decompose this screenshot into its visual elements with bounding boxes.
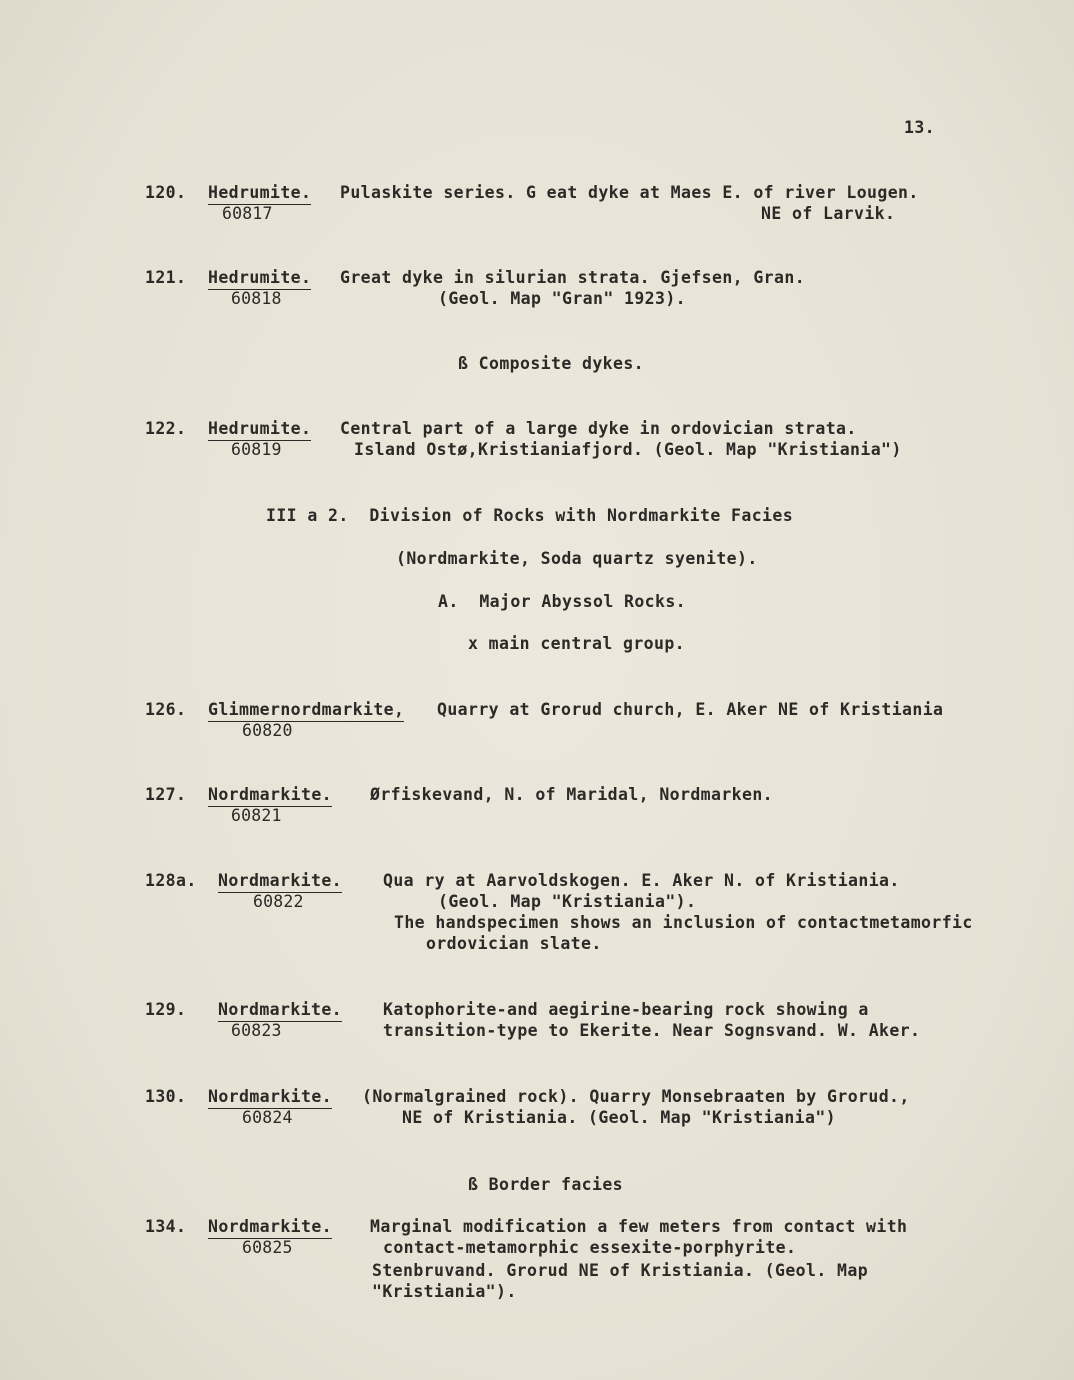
rock-name: Glimmernordmarkite,	[208, 700, 404, 722]
entry-number: 121.	[145, 268, 187, 287]
rock-name: Nordmarkite.	[208, 1217, 332, 1239]
entry-number: 134.	[145, 1217, 187, 1236]
sample-number: 60825	[242, 1238, 293, 1257]
division-heading: III a 2. Division of Rocks with Nordmarkite Facies	[266, 506, 794, 525]
major-rocks-heading: A. Major Abyssol Rocks.	[438, 592, 687, 611]
entry-description-line: transition-type to Ekerite. Near Sognsvand. W. Aker.	[383, 1021, 921, 1040]
entry-description-line: Island Ostø,Kristianiafjord. (Geol. Map "Kristiania")	[354, 440, 902, 459]
sample-number: 60820	[242, 721, 293, 740]
sample-number: 60821	[231, 806, 282, 825]
entry-description-line: Great dyke in silurian strata. Gjefsen, Gran.	[340, 268, 806, 287]
entry-description-line: (Normalgrained rock). Quarry Monsebraaten by Grorud.,	[362, 1087, 910, 1106]
division-subheading: (Nordmarkite, Soda quartz syenite).	[396, 549, 758, 568]
entry-description-line: Pulaskite series. G eat dyke at Maes E. of river Lougen.	[340, 183, 919, 202]
sample-number: 60819	[231, 440, 282, 459]
sample-number: 60823	[231, 1021, 282, 1040]
entry-description-line: Qua ry at Aarvoldskogen. E. Aker N. of Kristiania.	[383, 871, 900, 890]
sample-number: 60822	[253, 892, 304, 911]
entry-description-line: ordovician slate.	[426, 934, 602, 953]
sample-number: 60824	[242, 1108, 293, 1127]
sample-number: 60818	[231, 289, 282, 308]
entry-number: 130.	[145, 1087, 187, 1106]
entry-description-line: (Geol. Map "Gran" 1923).	[438, 289, 687, 308]
rock-name: Hedrumite.	[208, 419, 311, 441]
rock-name: Nordmarkite.	[218, 871, 342, 893]
section-heading-border: ß Border facies	[468, 1175, 624, 1194]
rock-name: Hedrumite.	[208, 183, 311, 205]
entry-number: 126.	[145, 700, 187, 719]
rock-name: Nordmarkite.	[208, 785, 332, 807]
entry-description-line: Ørfiskevand, N. of Maridal, Nordmarken.	[370, 785, 774, 804]
page-number: 13.	[904, 118, 936, 137]
entry-description-line: Quarry at Grorud church, E. Aker NE of Kristiania	[437, 700, 944, 719]
rock-name: Hedrumite.	[208, 268, 311, 290]
rock-name: Nordmarkite.	[208, 1087, 332, 1109]
entry-description-line: NE of Larvik.	[761, 204, 896, 223]
entry-number: 129.	[145, 1000, 187, 1019]
entry-description-line: Marginal modification a few meters from contact with	[370, 1217, 908, 1236]
entry-number: 120.	[145, 183, 187, 202]
entry-number: 128a.	[145, 871, 197, 890]
entry-description-line: The handspecimen shows an inclusion of contactmetamorfic	[394, 913, 973, 932]
entry-description-line: contact-metamorphic essexite-porphyrite.	[383, 1238, 797, 1257]
entry-number: 127.	[145, 785, 187, 804]
section-heading-composite: ß Composite dykes.	[458, 354, 645, 373]
central-group-heading: x main central group.	[468, 634, 686, 653]
sample-number: 60817	[222, 204, 273, 223]
entry-description-line: Stenbruvand. Grorud NE of Kristiania. (Geol. Map	[372, 1261, 869, 1280]
entry-description-line: NE of Kristiania. (Geol. Map "Kristiania")	[402, 1108, 837, 1127]
entry-description-line: (Geol. Map "Kristiania").	[438, 892, 697, 911]
entry-description-line: Katophorite-and aegirine-bearing rock showing a	[383, 1000, 869, 1019]
entry-description-line: Central part of a large dyke in ordovician strata.	[340, 419, 857, 438]
entry-description-line: "Kristiania").	[372, 1282, 517, 1301]
rock-name: Nordmarkite.	[218, 1000, 342, 1022]
entry-number: 122.	[145, 419, 187, 438]
